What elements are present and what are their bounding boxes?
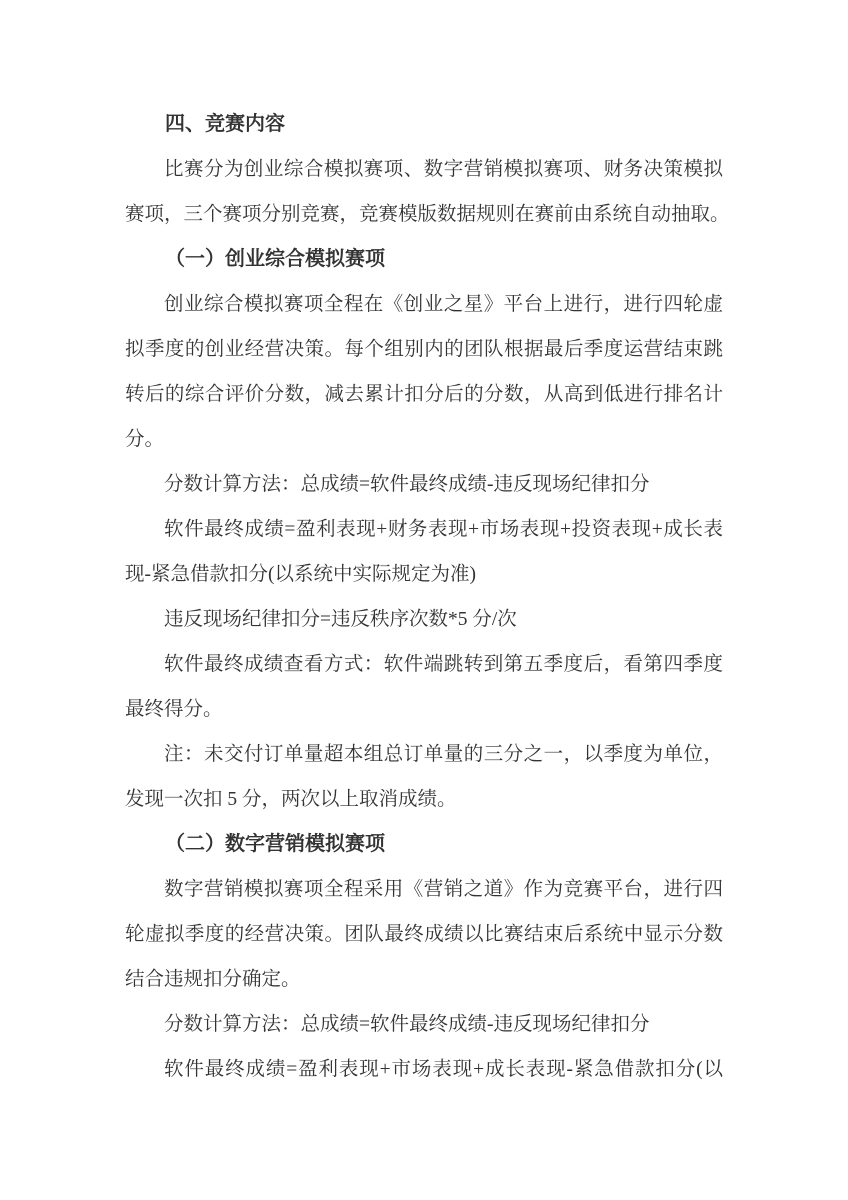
body-paragraph <box>125 867 723 1002</box>
text-line: （一）创业综合模拟赛项 <box>165 248 385 270</box>
text-line: 拟季度的创业经营决策。每个组别内的团队根据最后季度运营结束跳 <box>125 339 723 360</box>
body-paragraph <box>125 147 730 237</box>
body-paragraph <box>125 1002 723 1047</box>
text-line: 违反现场纪律扣分=违反秩序次数*5 分/次 <box>164 609 517 630</box>
text-line: 软件最终成绩=盈利表现+市场表现+成长表现-紧急借款扣分(以 <box>164 1059 723 1080</box>
text-line: 软件最终成绩=盈利表现+财务表现+市场表现+投资表现+成长表 <box>164 519 723 540</box>
body-paragraph <box>125 507 723 597</box>
section-heading <box>125 237 723 282</box>
text-line: 分数计算方法：总成绩=软件最终成绩-违反现场纪律扣分 <box>164 474 650 495</box>
body-paragraph <box>125 732 723 822</box>
text-line: 轮虚拟季度的经营决策。团队最终成绩以比赛结束后系统中显示分数 <box>125 924 723 945</box>
text-line: 赛项，三个赛项分别竞赛，竞赛模版数据规则在赛前由系统自动抽取。 <box>125 204 730 225</box>
text-line: 分。 <box>125 429 165 450</box>
text-line: 注：未交付订单量超本组总订单量的三分之一，以季度为单位， <box>164 744 723 765</box>
section-heading <box>125 102 723 147</box>
text-line: 结合违规扣分确定。 <box>125 969 301 990</box>
body-paragraph <box>125 597 723 642</box>
text-line: 发现一次扣 5 分，两次以上取消成绩。 <box>125 789 457 810</box>
text-line: 最终得分。 <box>125 699 223 720</box>
text-line: 创业综合模拟赛项全程在《创业之星》平台上进行，进行四轮虚 <box>164 294 723 315</box>
text-line: 分数计算方法：总成绩=软件最终成绩-违反现场纪律扣分 <box>164 1014 650 1035</box>
text-line: 数字营销模拟赛项全程采用《营销之道》作为竞赛平台，进行四 <box>164 879 723 900</box>
text-line: 四、竞赛内容 <box>165 113 285 135</box>
text-line: （二）数字营销模拟赛项 <box>165 833 385 855</box>
body-paragraph <box>125 642 723 732</box>
section-heading <box>125 822 723 867</box>
body-paragraph <box>125 282 723 462</box>
text-line: 现-紧急借款扣分(以系统中实际规定为准) <box>125 564 476 585</box>
body-paragraph <box>125 1047 723 1092</box>
body-paragraph <box>125 462 723 507</box>
text-line: 软件最终成绩查看方式：软件端跳转到第五季度后，看第四季度 <box>164 654 723 675</box>
text-line: 比赛分为创业综合模拟赛项、数字营销模拟赛项、财务决策模拟 <box>164 159 723 180</box>
text-line: 转后的综合评价分数，减去累计扣分后的分数，从高到低进行排名计 <box>125 384 723 405</box>
